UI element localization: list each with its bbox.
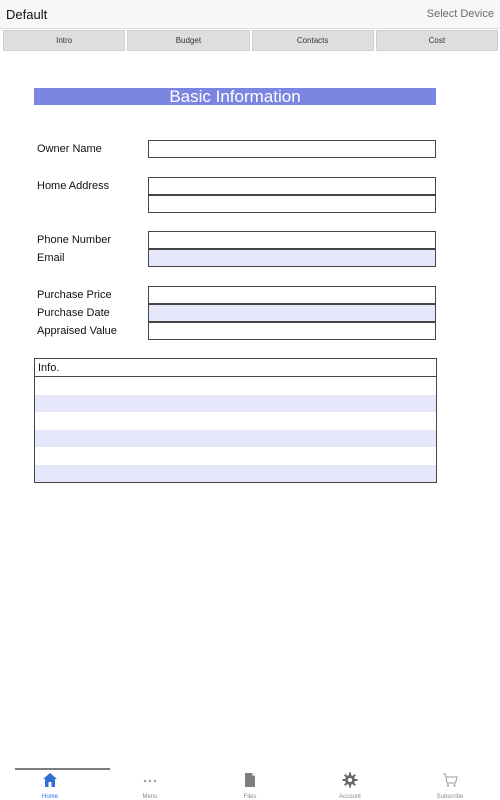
home-address-label: Home Address bbox=[37, 180, 110, 192]
nav-home-label: Home bbox=[41, 794, 58, 800]
file-icon bbox=[242, 772, 258, 788]
tab-contacts[interactable]: Contacts bbox=[252, 30, 374, 51]
info-table bbox=[34, 358, 437, 483]
nav-subscribe-label: Subscribe bbox=[436, 794, 464, 800]
info-row[interactable] bbox=[35, 447, 436, 465]
home-icon bbox=[42, 772, 58, 788]
section-heading: Basic Information bbox=[34, 88, 436, 105]
email-field[interactable] bbox=[148, 249, 436, 267]
top-bar bbox=[0, 0, 500, 29]
purchase-date-label: Purchase Date bbox=[37, 307, 110, 319]
info-header: Info. bbox=[35, 359, 436, 377]
phone-number-label: Phone Number bbox=[37, 234, 111, 246]
nav-menu[interactable] bbox=[100, 768, 200, 800]
owner-name-label: Owner Name bbox=[37, 143, 102, 155]
nav-home[interactable] bbox=[0, 768, 100, 800]
nav-subscribe[interactable] bbox=[400, 768, 500, 800]
home-address-line2-field[interactable] bbox=[148, 195, 436, 213]
info-row[interactable] bbox=[35, 395, 436, 413]
more-dots-icon bbox=[142, 772, 158, 788]
info-row[interactable] bbox=[35, 430, 436, 448]
email-label: Email bbox=[37, 252, 65, 264]
phone-number-field[interactable] bbox=[148, 231, 436, 249]
tab-budget[interactable]: Budget bbox=[127, 30, 249, 51]
info-row[interactable] bbox=[35, 412, 436, 430]
nav-files-label: Files bbox=[243, 794, 257, 800]
info-row[interactable] bbox=[35, 465, 436, 483]
nav-files[interactable] bbox=[200, 768, 300, 800]
info-row[interactable] bbox=[35, 377, 436, 395]
purchase-price-label: Purchase Price bbox=[37, 289, 112, 301]
tab-bar bbox=[3, 30, 498, 51]
cart-icon bbox=[442, 772, 458, 788]
bottom-nav bbox=[0, 768, 500, 800]
appraised-value-label: Appraised Value bbox=[37, 325, 117, 337]
tab-intro[interactable]: Intro bbox=[3, 30, 125, 51]
owner-name-field[interactable] bbox=[148, 140, 436, 158]
gear-icon bbox=[342, 772, 358, 788]
tab-cost[interactable]: Cost bbox=[376, 30, 498, 51]
nav-menu-label: Menu bbox=[142, 794, 158, 800]
nav-account-label: Account bbox=[339, 794, 361, 800]
appraised-value-field[interactable] bbox=[148, 322, 436, 340]
select-device-button[interactable]: Select Device bbox=[426, 8, 494, 20]
home-address-line1-field[interactable] bbox=[148, 177, 436, 195]
app-title: Default bbox=[6, 7, 48, 22]
nav-account[interactable] bbox=[300, 768, 400, 800]
purchase-price-field[interactable] bbox=[148, 286, 436, 304]
purchase-date-field[interactable] bbox=[148, 304, 436, 322]
